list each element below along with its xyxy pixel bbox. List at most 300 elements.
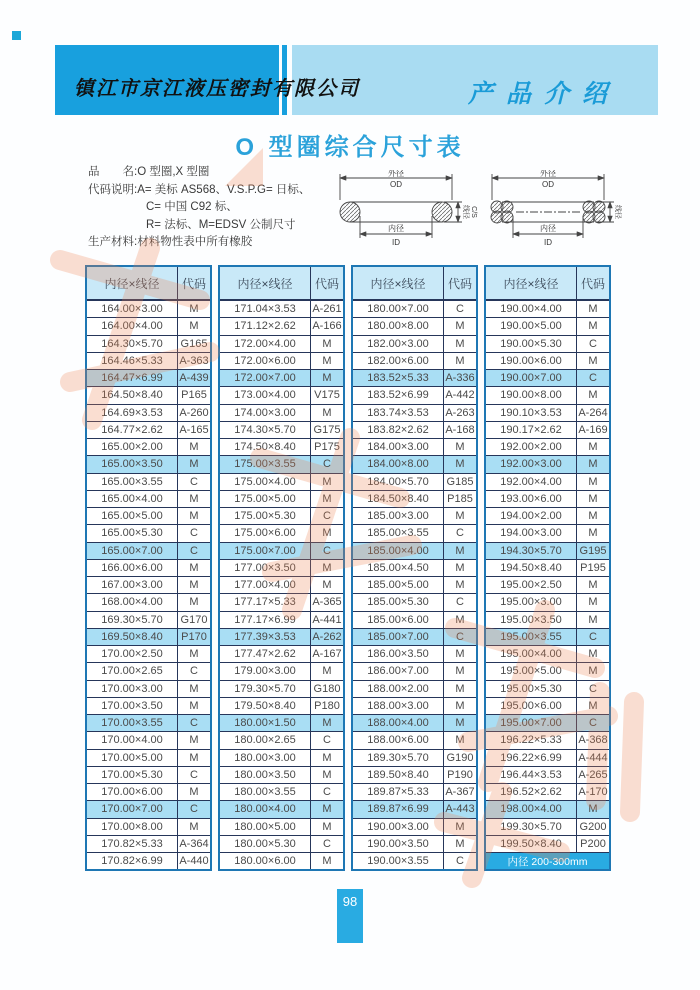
code-cell: M (322, 820, 332, 833)
table-row (87, 715, 210, 732)
size-cell: 199.50×8.40 (486, 836, 577, 852)
table-row (353, 784, 476, 801)
corner-accent (12, 31, 21, 40)
table-row (353, 353, 476, 370)
svg-text:内径: 内径 (388, 224, 404, 233)
size-cell: 173.00×4.00 (220, 387, 311, 403)
code-cell: C (456, 596, 464, 609)
code-cell: A-441 (312, 613, 342, 626)
table-row (486, 474, 609, 491)
table-row (486, 577, 609, 594)
diagrams (330, 170, 622, 259)
code-cell: V175 (314, 389, 340, 402)
size-cell: 196.22×6.99 (486, 750, 577, 766)
size-cell: 170.00×3.00 (87, 681, 178, 697)
size-cell: 164.47×6.99 (87, 370, 178, 386)
code-cell: C (190, 475, 198, 488)
code-cell: M (588, 596, 598, 609)
code-cell: A-439 (179, 372, 209, 385)
size-cell: 164.46×5.33 (87, 353, 178, 369)
code-cell: C (589, 717, 597, 730)
table-row (87, 301, 210, 318)
code-cell: G190 (446, 751, 474, 764)
size-cell: 170.82×6.99 (87, 853, 178, 869)
table-row (486, 801, 609, 818)
size-cell: 170.00×4.00 (87, 732, 178, 748)
code-cell: M (189, 596, 199, 609)
code-cell: P190 (447, 768, 473, 781)
code-cell: M (189, 303, 199, 316)
table-row (353, 318, 476, 335)
code-cell: M (588, 665, 598, 678)
table-row (353, 646, 476, 663)
size-cell: 180.00×8.00 (353, 318, 444, 334)
size-cell: 184.50×8.40 (353, 491, 444, 507)
size-cell: 190.00×4.00 (486, 301, 577, 317)
table-row (220, 508, 343, 525)
table-row (353, 543, 476, 560)
size-cell: 185.00×6.00 (353, 612, 444, 628)
table-row (87, 732, 210, 749)
size-cell: 180.00×5.00 (220, 819, 311, 835)
code-cell: M (189, 682, 199, 695)
size-cell: 180.00×1.50 (220, 715, 311, 731)
table-row (486, 508, 609, 525)
size-cell: 194.00×2.00 (486, 508, 577, 524)
table-row (220, 715, 343, 732)
table-row (87, 767, 210, 784)
table-row (87, 474, 210, 491)
table-row (87, 612, 210, 629)
info-line-material: 生产材料:材料物性表中所有橡胶 (88, 236, 253, 248)
code-cell: M (588, 354, 598, 367)
size-cell: 195.00×6.00 (486, 698, 577, 714)
table-row (486, 560, 609, 577)
size-cell: 175.00×5.30 (220, 508, 311, 524)
code-cell: M (588, 320, 598, 333)
size-cell: 180.00×3.50 (220, 767, 311, 783)
code-cell: M (455, 337, 465, 350)
code-cell: C (323, 544, 331, 557)
table-row (220, 629, 343, 646)
size-cell: 186.00×3.50 (353, 646, 444, 662)
table-row (486, 387, 609, 404)
size-cell: 188.00×6.00 (353, 732, 444, 748)
size-cell: 179.00×3.00 (220, 663, 311, 679)
code-cell: C (190, 717, 198, 730)
size-cell: 170.00×2.65 (87, 663, 178, 679)
size-cell: 165.00×3.55 (87, 474, 178, 490)
code-cell: C (589, 372, 597, 385)
code-cell: M (455, 320, 465, 333)
table-row (87, 405, 210, 422)
code-cell: C (323, 786, 331, 799)
table-row (87, 336, 210, 353)
size-cell: 170.00×6.00 (87, 784, 178, 800)
code-cell: A-260 (179, 406, 209, 419)
size-cell: 171.04×3.53 (220, 301, 311, 317)
col-header-code: 代码 (314, 276, 339, 291)
code-cell: A-444 (578, 751, 608, 764)
size-cell: 170.00×5.30 (87, 767, 178, 783)
code-cell: C (323, 734, 331, 747)
code-cell: M (189, 492, 199, 505)
table-footer-row (486, 853, 609, 869)
table-row (486, 767, 609, 784)
code-cell: P195 (580, 561, 606, 574)
table-row (353, 525, 476, 542)
table-header-row (220, 267, 343, 301)
svg-text:ID: ID (392, 238, 400, 247)
code-cell: M (455, 717, 465, 730)
code-cell: C (323, 837, 331, 850)
size-cell: 174.00×3.00 (220, 405, 311, 421)
table-row (353, 387, 476, 404)
code-cell: M (322, 665, 332, 678)
size-cell: 180.00×3.55 (220, 784, 311, 800)
size-cell: 195.00×3.00 (486, 594, 577, 610)
table-row (486, 370, 609, 387)
table-row (486, 715, 609, 732)
info-line-name: 品 名:O 型圈,X 型圈 (88, 166, 210, 178)
table-row (353, 301, 476, 318)
size-cell: 195.00×5.00 (486, 663, 577, 679)
code-cell: A-363 (179, 354, 209, 367)
code-cell: M (455, 820, 465, 833)
code-cell: M (588, 613, 598, 626)
size-cell: 179.50×8.40 (220, 698, 311, 714)
code-cell: A-165 (179, 423, 209, 436)
size-cell: 185.00×4.50 (353, 560, 444, 576)
code-cell: M (588, 699, 598, 712)
code-cell: M (322, 406, 332, 419)
table-row (220, 853, 343, 869)
table-row (353, 336, 476, 353)
size-cell: 195.00×3.50 (486, 612, 577, 628)
size-cell: 185.00×3.00 (353, 508, 444, 524)
size-cell: 188.00×4.00 (353, 715, 444, 731)
table-header-row (87, 267, 210, 301)
table-row (220, 543, 343, 560)
size-cell: 165.00×4.00 (87, 491, 178, 507)
size-cell: 183.82×2.62 (353, 422, 444, 438)
size-cell: 199.30×5.70 (486, 819, 577, 835)
size-cell: 177.39×3.53 (220, 629, 311, 645)
code-cell: M (455, 648, 465, 661)
table-row (486, 663, 609, 680)
table-row (486, 405, 609, 422)
code-cell: C (190, 544, 198, 557)
table-row (353, 853, 476, 869)
code-cell: M (588, 803, 598, 816)
table-row (87, 801, 210, 818)
table-row (353, 732, 476, 749)
size-cell: 186.00×7.00 (353, 663, 444, 679)
size-cell: 177.17×6.99 (220, 612, 311, 628)
table-row (353, 767, 476, 784)
table-row (220, 353, 343, 370)
code-cell: C (190, 768, 198, 781)
table-row (486, 836, 609, 853)
table-row (353, 819, 476, 836)
size-cell: 168.00×4.00 (87, 594, 178, 610)
code-cell: A-169 (578, 423, 608, 436)
table-row (486, 336, 609, 353)
code-cell: M (322, 768, 332, 781)
svg-text:线径: 线径 (614, 205, 621, 219)
size-tables (85, 265, 611, 871)
size-cell: 189.87×5.33 (353, 784, 444, 800)
code-cell: M (322, 372, 332, 385)
size-cell: 172.00×7.00 (220, 370, 311, 386)
size-cell: 172.00×6.00 (220, 353, 311, 369)
table-row (220, 767, 343, 784)
oring-xring-diagram (330, 170, 622, 254)
svg-text:线径: 线径 (462, 205, 469, 219)
table-row (220, 422, 343, 439)
size-cell: 177.00×4.00 (220, 577, 311, 593)
code-cell: G175 (313, 423, 341, 436)
code-cell: M (455, 734, 465, 747)
size-cell: 171.12×2.62 (220, 318, 311, 334)
size-table (351, 265, 478, 871)
code-cell: M (189, 579, 199, 592)
code-cell: A-336 (445, 372, 475, 385)
size-cell: 196.44×3.53 (486, 767, 577, 783)
size-cell: 195.00×4.00 (486, 646, 577, 662)
table-row (87, 594, 210, 611)
col-header-code: 代码 (181, 276, 206, 291)
table-row (486, 629, 609, 646)
code-cell: M (455, 699, 465, 712)
code-cell: M (322, 717, 332, 730)
size-cell: 175.00×3.55 (220, 456, 311, 472)
size-cell: 177.47×2.62 (220, 646, 311, 662)
code-cell: P175 (314, 441, 340, 454)
code-cell: A-442 (445, 389, 475, 402)
table-row (220, 525, 343, 542)
table-row (220, 732, 343, 749)
code-cell: M (588, 458, 598, 471)
table-row (353, 508, 476, 525)
size-cell: 193.00×6.00 (486, 491, 577, 507)
table-row (486, 543, 609, 560)
page-number-box (337, 889, 363, 943)
size-cell: 180.00×2.65 (220, 732, 311, 748)
table-row (220, 801, 343, 818)
code-cell: G180 (313, 682, 341, 695)
table-row (87, 560, 210, 577)
table-row (353, 422, 476, 439)
table-row (220, 370, 343, 387)
code-cell: M (322, 354, 332, 367)
col-header-size: 内径×线径 (353, 267, 444, 299)
col-header-code: 代码 (580, 276, 605, 291)
table-row (220, 491, 343, 508)
table-row (87, 698, 210, 715)
table-row (486, 750, 609, 767)
size-cell: 177.00×3.50 (220, 560, 311, 576)
size-cell: 185.00×3.55 (353, 525, 444, 541)
size-cell: 180.00×5.30 (220, 836, 311, 852)
table-row (486, 698, 609, 715)
size-cell: 182.00×3.00 (353, 336, 444, 352)
table-row (486, 681, 609, 698)
size-cell: 190.00×8.00 (486, 387, 577, 403)
size-cell: 164.00×4.00 (87, 318, 178, 334)
table-row (87, 456, 210, 473)
size-cell: 180.00×7.00 (353, 301, 444, 317)
col-header-size: 内径×线径 (220, 267, 311, 299)
code-cell: A-167 (312, 648, 342, 661)
size-cell: 185.00×5.00 (353, 577, 444, 593)
size-cell: 164.77×2.62 (87, 422, 178, 438)
table-row (353, 801, 476, 818)
size-cell: 196.22×5.33 (486, 732, 577, 748)
table-row (353, 456, 476, 473)
size-cell: 190.17×2.62 (486, 422, 577, 438)
info-line-codes2: C= 中国 C92 标、 (146, 201, 238, 213)
size-cell: 170.82×5.33 (87, 836, 178, 852)
table-row (87, 370, 210, 387)
size-cell: 170.00×5.00 (87, 750, 178, 766)
code-cell: M (455, 665, 465, 678)
product-info (88, 164, 338, 252)
table-row (220, 784, 343, 801)
size-cell: 170.00×7.00 (87, 801, 178, 817)
table-row (353, 681, 476, 698)
code-cell: G185 (446, 475, 474, 488)
code-cell: M (322, 527, 332, 540)
code-cell: M (189, 751, 199, 764)
table-row (87, 784, 210, 801)
table-row (87, 318, 210, 335)
info-line-codes: 代码说明:A= 美标 AS568、V.S.P.G= 日标、 (88, 183, 311, 196)
table-row (87, 663, 210, 680)
table-row (220, 698, 343, 715)
code-cell: C (456, 855, 464, 868)
code-cell: M (322, 855, 332, 868)
size-cell: 165.00×3.50 (87, 456, 178, 472)
table-row (353, 439, 476, 456)
code-cell: M (455, 837, 465, 850)
table-row (220, 819, 343, 836)
code-cell: G165 (180, 337, 208, 350)
size-cell: 175.00×7.00 (220, 543, 311, 559)
table-row (87, 629, 210, 646)
table-row (353, 370, 476, 387)
table-row (486, 594, 609, 611)
code-cell: A-170 (578, 786, 608, 799)
svg-text:OD: OD (390, 180, 402, 189)
code-cell: A-166 (312, 320, 342, 333)
table-row (353, 594, 476, 611)
code-cell: M (189, 320, 199, 333)
code-cell: A-443 (445, 803, 475, 816)
code-cell: M (588, 303, 598, 316)
table-row (220, 663, 343, 680)
size-cell: 195.00×7.00 (486, 715, 577, 731)
size-cell: 169.50×8.40 (87, 629, 178, 645)
table-row (87, 853, 210, 869)
size-cell: 190.00×5.00 (486, 318, 577, 334)
code-cell: A-364 (179, 837, 209, 850)
code-cell: M (455, 561, 465, 574)
size-cell: 198.00×4.00 (486, 801, 577, 817)
size-cell: 183.52×5.33 (353, 370, 444, 386)
code-cell: M (455, 579, 465, 592)
size-cell: 188.00×2.00 (353, 681, 444, 697)
table-row (220, 456, 343, 473)
size-cell: 180.00×4.00 (220, 801, 311, 817)
code-cell: C (456, 303, 464, 316)
code-cell: M (322, 803, 332, 816)
size-cell: 170.00×3.50 (87, 698, 178, 714)
table-row (486, 612, 609, 629)
table-row (353, 629, 476, 646)
company-name: 镇江市京江液压密封有限公司 (74, 78, 360, 100)
svg-text:C/S: C/S (470, 206, 477, 218)
table-row (87, 543, 210, 560)
size-cell: 190.00×3.00 (353, 819, 444, 835)
table-row (486, 353, 609, 370)
size-cell: 194.50×8.40 (486, 560, 577, 576)
code-cell: A-368 (578, 734, 608, 747)
code-cell: A-264 (578, 406, 608, 419)
code-cell: M (588, 492, 598, 505)
table-row (87, 750, 210, 767)
code-cell: A-261 (312, 303, 342, 316)
col-header-size: 内径×线径 (87, 267, 178, 299)
table-row (220, 836, 343, 853)
size-table (85, 265, 212, 871)
table-row (486, 422, 609, 439)
table-row (486, 525, 609, 542)
table-row (486, 784, 609, 801)
size-cell: 180.00×3.00 (220, 750, 311, 766)
table-row (353, 474, 476, 491)
code-cell: M (588, 527, 598, 540)
svg-text:ID: ID (544, 238, 552, 247)
code-cell: M (322, 475, 332, 488)
size-cell: 179.30×5.70 (220, 681, 311, 697)
size-cell: 170.00×2.50 (87, 646, 178, 662)
table-row (486, 491, 609, 508)
size-cell: 170.00×3.55 (87, 715, 178, 731)
code-cell: M (588, 648, 598, 661)
size-cell: 164.69×3.53 (87, 405, 178, 421)
table-row (353, 836, 476, 853)
size-cell: 195.00×3.55 (486, 629, 577, 645)
code-cell: P200 (580, 837, 606, 850)
size-cell: 175.00×4.00 (220, 474, 311, 490)
table-row (486, 819, 609, 836)
table-row (353, 491, 476, 508)
size-cell: 164.30×5.70 (87, 336, 178, 352)
table-row (220, 439, 343, 456)
table-row (87, 819, 210, 836)
size-cell: 184.00×8.00 (353, 456, 444, 472)
code-cell: A-263 (445, 406, 475, 419)
size-cell: 185.00×5.30 (353, 594, 444, 610)
size-cell: 192.00×2.00 (486, 439, 577, 455)
code-cell: A-262 (312, 630, 342, 643)
code-cell: M (189, 820, 199, 833)
table-header-row (486, 267, 609, 301)
table-header-row (353, 267, 476, 301)
code-cell: M (588, 389, 598, 402)
code-cell: A-440 (179, 855, 209, 868)
